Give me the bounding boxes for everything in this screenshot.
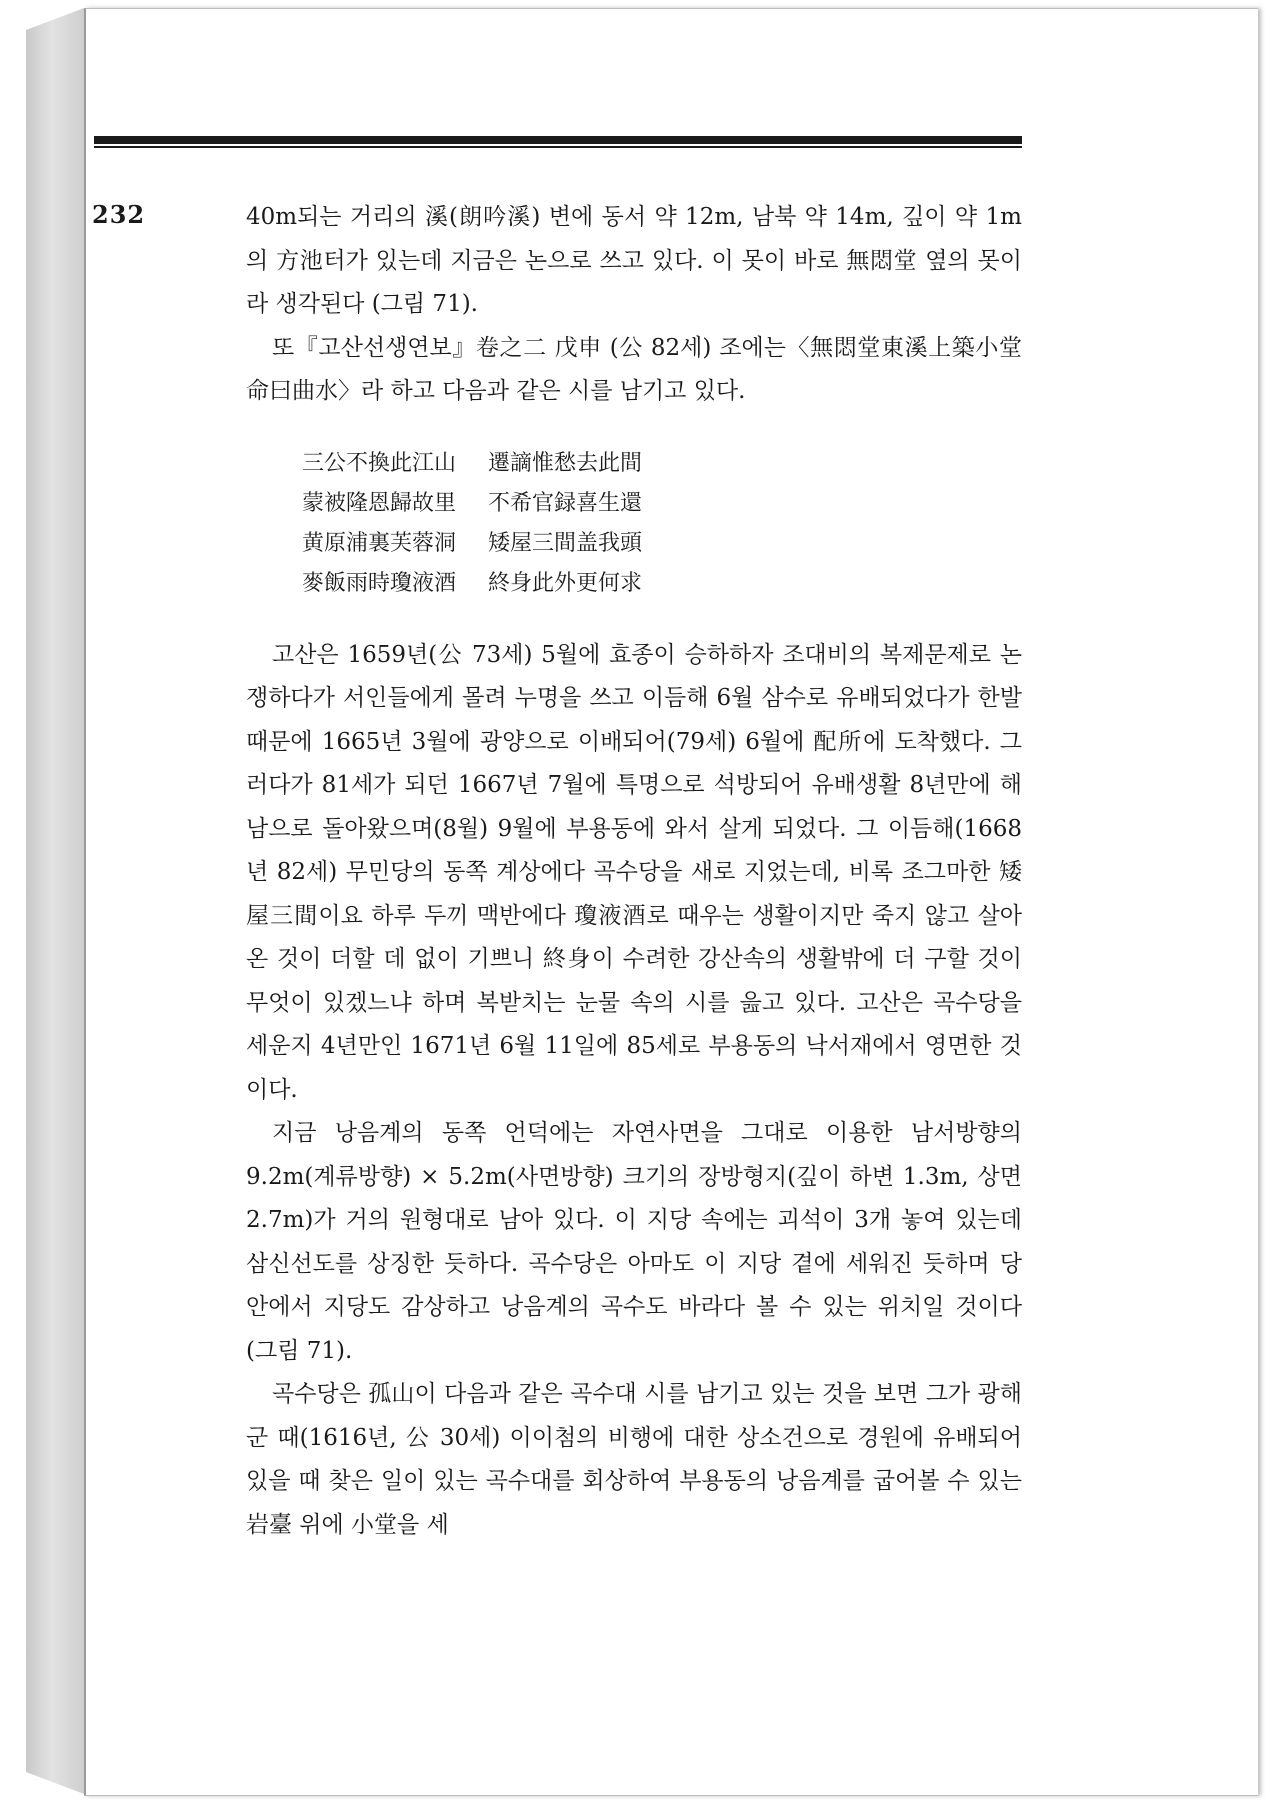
- paragraph: 곡수당은 孤山이 다음과 같은 곡수대 시를 남기고 있는 것을 보면 그가 광해군 때(1616년, 公 30세) 이이첨의 비행에 대한 상소건으로 경원에 유배되어 있을 때 찾은 일이 있는 곡수대를 회상하여 부용동의 낭음계를 굽어볼 수 있는 岩臺 위에 小堂을 세: [246, 1381, 1022, 1538]
- poem-verse-left: 蒙被隆恩歸故里: [302, 490, 457, 516]
- book-spine-edge: [26, 8, 84, 1794]
- poem: [302, 444, 1022, 604]
- paragraph: 고산은 1659년(公 73세) 5월에 효종이 승하하자 조대비의 복제문제로 논쟁하다가 서인들에게 몰려 누명을 쓰고 이듬해 6월 삼수로 유배되었다가 한발 때문에 1665년 3월에 광양으로 이배되어(79세) 6월에 配所에 도착했다. 그러다가 81세가 되던 1667년 7월에 특명으로 석방되어 유배생활 8년만에 해남으로 돌아왔으며(8월) 9월에 부용동에 와서 살게 되었다. 그 이듬해(1668년 82세) 무민당의 동쪽 계상에다 곡수당을 새로 지었는데, 비록 조그마한 矮屋三間이요 하루 두끼 맥반에다 瓊液酒로 때우는 생활이지만 죽지 않고 살아온 것이 더할 데 없이 기쁘니 終身이 수려한 강산속의 생활밖에 더 구할 것이 무엇이 있겠느냐 하며 복받치는 눈물 속의 시를 읊고 있다. 고산은 곡수당을 세운지 4년만인 1671년 6월 11일에 85세로 부용동의 낙서재에서 영면한 것이다.: [246, 641, 1022, 1103]
- poem-verse-right: 矮屋三間盖我頭: [488, 530, 643, 556]
- paragraph: 지금 낭음계의 동쪽 언덕에는 자연사면을 그대로 이용한 남서방향의 9.2m(계류방향) × 5.2m(사면방향) 크기의 장방형지(깊이 하변 1.3m, 상면 2.7m)가 거의 원형대로 남아 있다. 이 지당 속에는 괴석이 3개 놓여 있는데 삼신선도를 상징한 듯하다. 곡수당은 아마도 이 지당 곁에 세워진 듯하며 당 안에서 지당도 감상하고 낭음계의 곡수도 바라다 볼 수 있는 위치일 것이다 (그림 71).: [246, 1120, 1022, 1364]
- poem-verse-left: 麥飯雨時瓊液酒: [302, 570, 457, 596]
- poem-verse-right: 遷謫惟愁去此間: [488, 450, 643, 476]
- paragraph: 또『고산선생연보』卷之二 戊申 (公 82세) 조에는〈無悶堂東溪上築小堂命曰曲水〉라 하고 다음과 같은 시를 남기고 있다.: [246, 334, 1022, 404]
- poem-verse-left: 三公不換此江山: [302, 450, 457, 476]
- paragraph: 40m되는 거리의 溪(朗吟溪) 변에 동서 약 12m, 남북 약 14m, 깊이 약 1m의 方池터가 있는데 지금은 논으로 쓰고 있다. 이 못이 바로 無悶堂 옆의 못이라 생각된다 (그림 71).: [246, 204, 1022, 317]
- poem-verse-right: 終身此外更何求: [488, 570, 643, 596]
- poem-line: [302, 444, 1022, 484]
- poem-verse-left: 黄原浦裏芙蓉洞: [302, 530, 457, 556]
- page-number: 232: [92, 200, 146, 229]
- poem-line: [302, 484, 1022, 524]
- header-rule: [94, 136, 1022, 144]
- poem-line: [302, 564, 1022, 604]
- poem-line: [302, 524, 1022, 564]
- poem-verse-right: 不希官録喜生還: [488, 490, 643, 516]
- body-text: [246, 196, 1022, 1547]
